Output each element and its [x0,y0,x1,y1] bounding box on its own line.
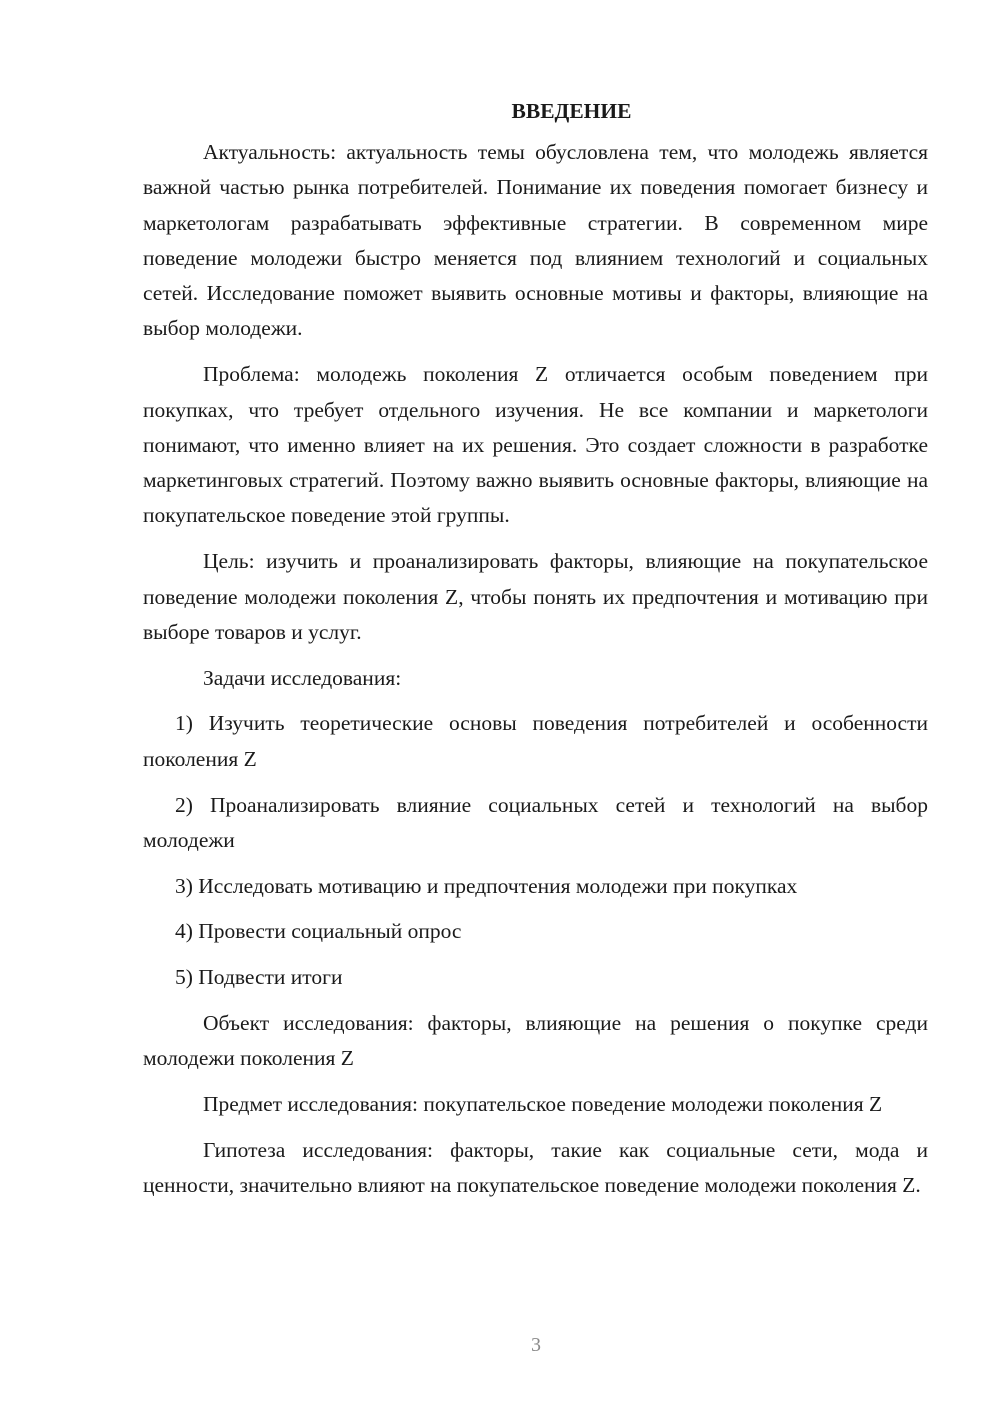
problem-paragraph: Проблема: молодежь поколения Z отличается особым поведением при покупках, что требует отдельного изучения. Не все компании и маркетологи понимают, что именно влияет на их решения. Это создает сложности в разработке маркетинговых стратегий. Поэтому важно выявить основные факторы, влияющие на покупательское поведение этой группы. [143,362,928,528]
goal-paragraph: Цель: изучить и проанализировать факторы, влияющие на покупательское поведение молодежи поколения Z, чтобы понять их предпочтения и мотивацию при выборе товаров и услуг. [143,549,928,644]
tasks-heading: Задачи исследования: [203,665,402,690]
task-item: 3) Исследовать мотивацию и предпочтения молодежи при покупках [175,873,798,898]
task-item: 4) Провести социальный опрос [175,919,462,944]
task-item: 5) Подвести итоги [175,965,343,990]
task-item: 2) Проанализировать влияние социальных сетей и технологий на выбор молодежи [143,792,928,852]
object-paragraph: Объект исследования: факторы, влияющие на решения о покупке среди молодежи поколения Z [143,1011,928,1071]
tasks-list [143,706,928,995]
page-number: 3 [531,1334,541,1356]
task-item: 1) Изучить теоретические основы поведения потребителей и особенности поколения Z [143,711,928,771]
hypothesis-paragraph: Гипотеза исследования: факторы, такие как социальные сети, мода и ценности, значительно влияют на покупательское поведение молодежи поколения Z. [143,1137,928,1198]
subject-paragraph: Предмет исследования: покупательское поведение молодежи поколения Z [203,1092,883,1117]
section-title: ВВЕДЕНИЕ [511,99,632,123]
document-page [143,94,928,1214]
relevance-paragraph: Актуальность: актуальность темы обусловлена тем, что молодежь является важной частью рынка потребителей. Понимание их поведения помогает бизнесу и маркетологам разрабатывать эффективные стратегии. В современном мире поведение молодежи быстро меняется под влиянием технологий и социальных сетей. Исследование поможет выявить основные мотивы и факторы, влияющие на выбор молодежи. [143,140,928,341]
